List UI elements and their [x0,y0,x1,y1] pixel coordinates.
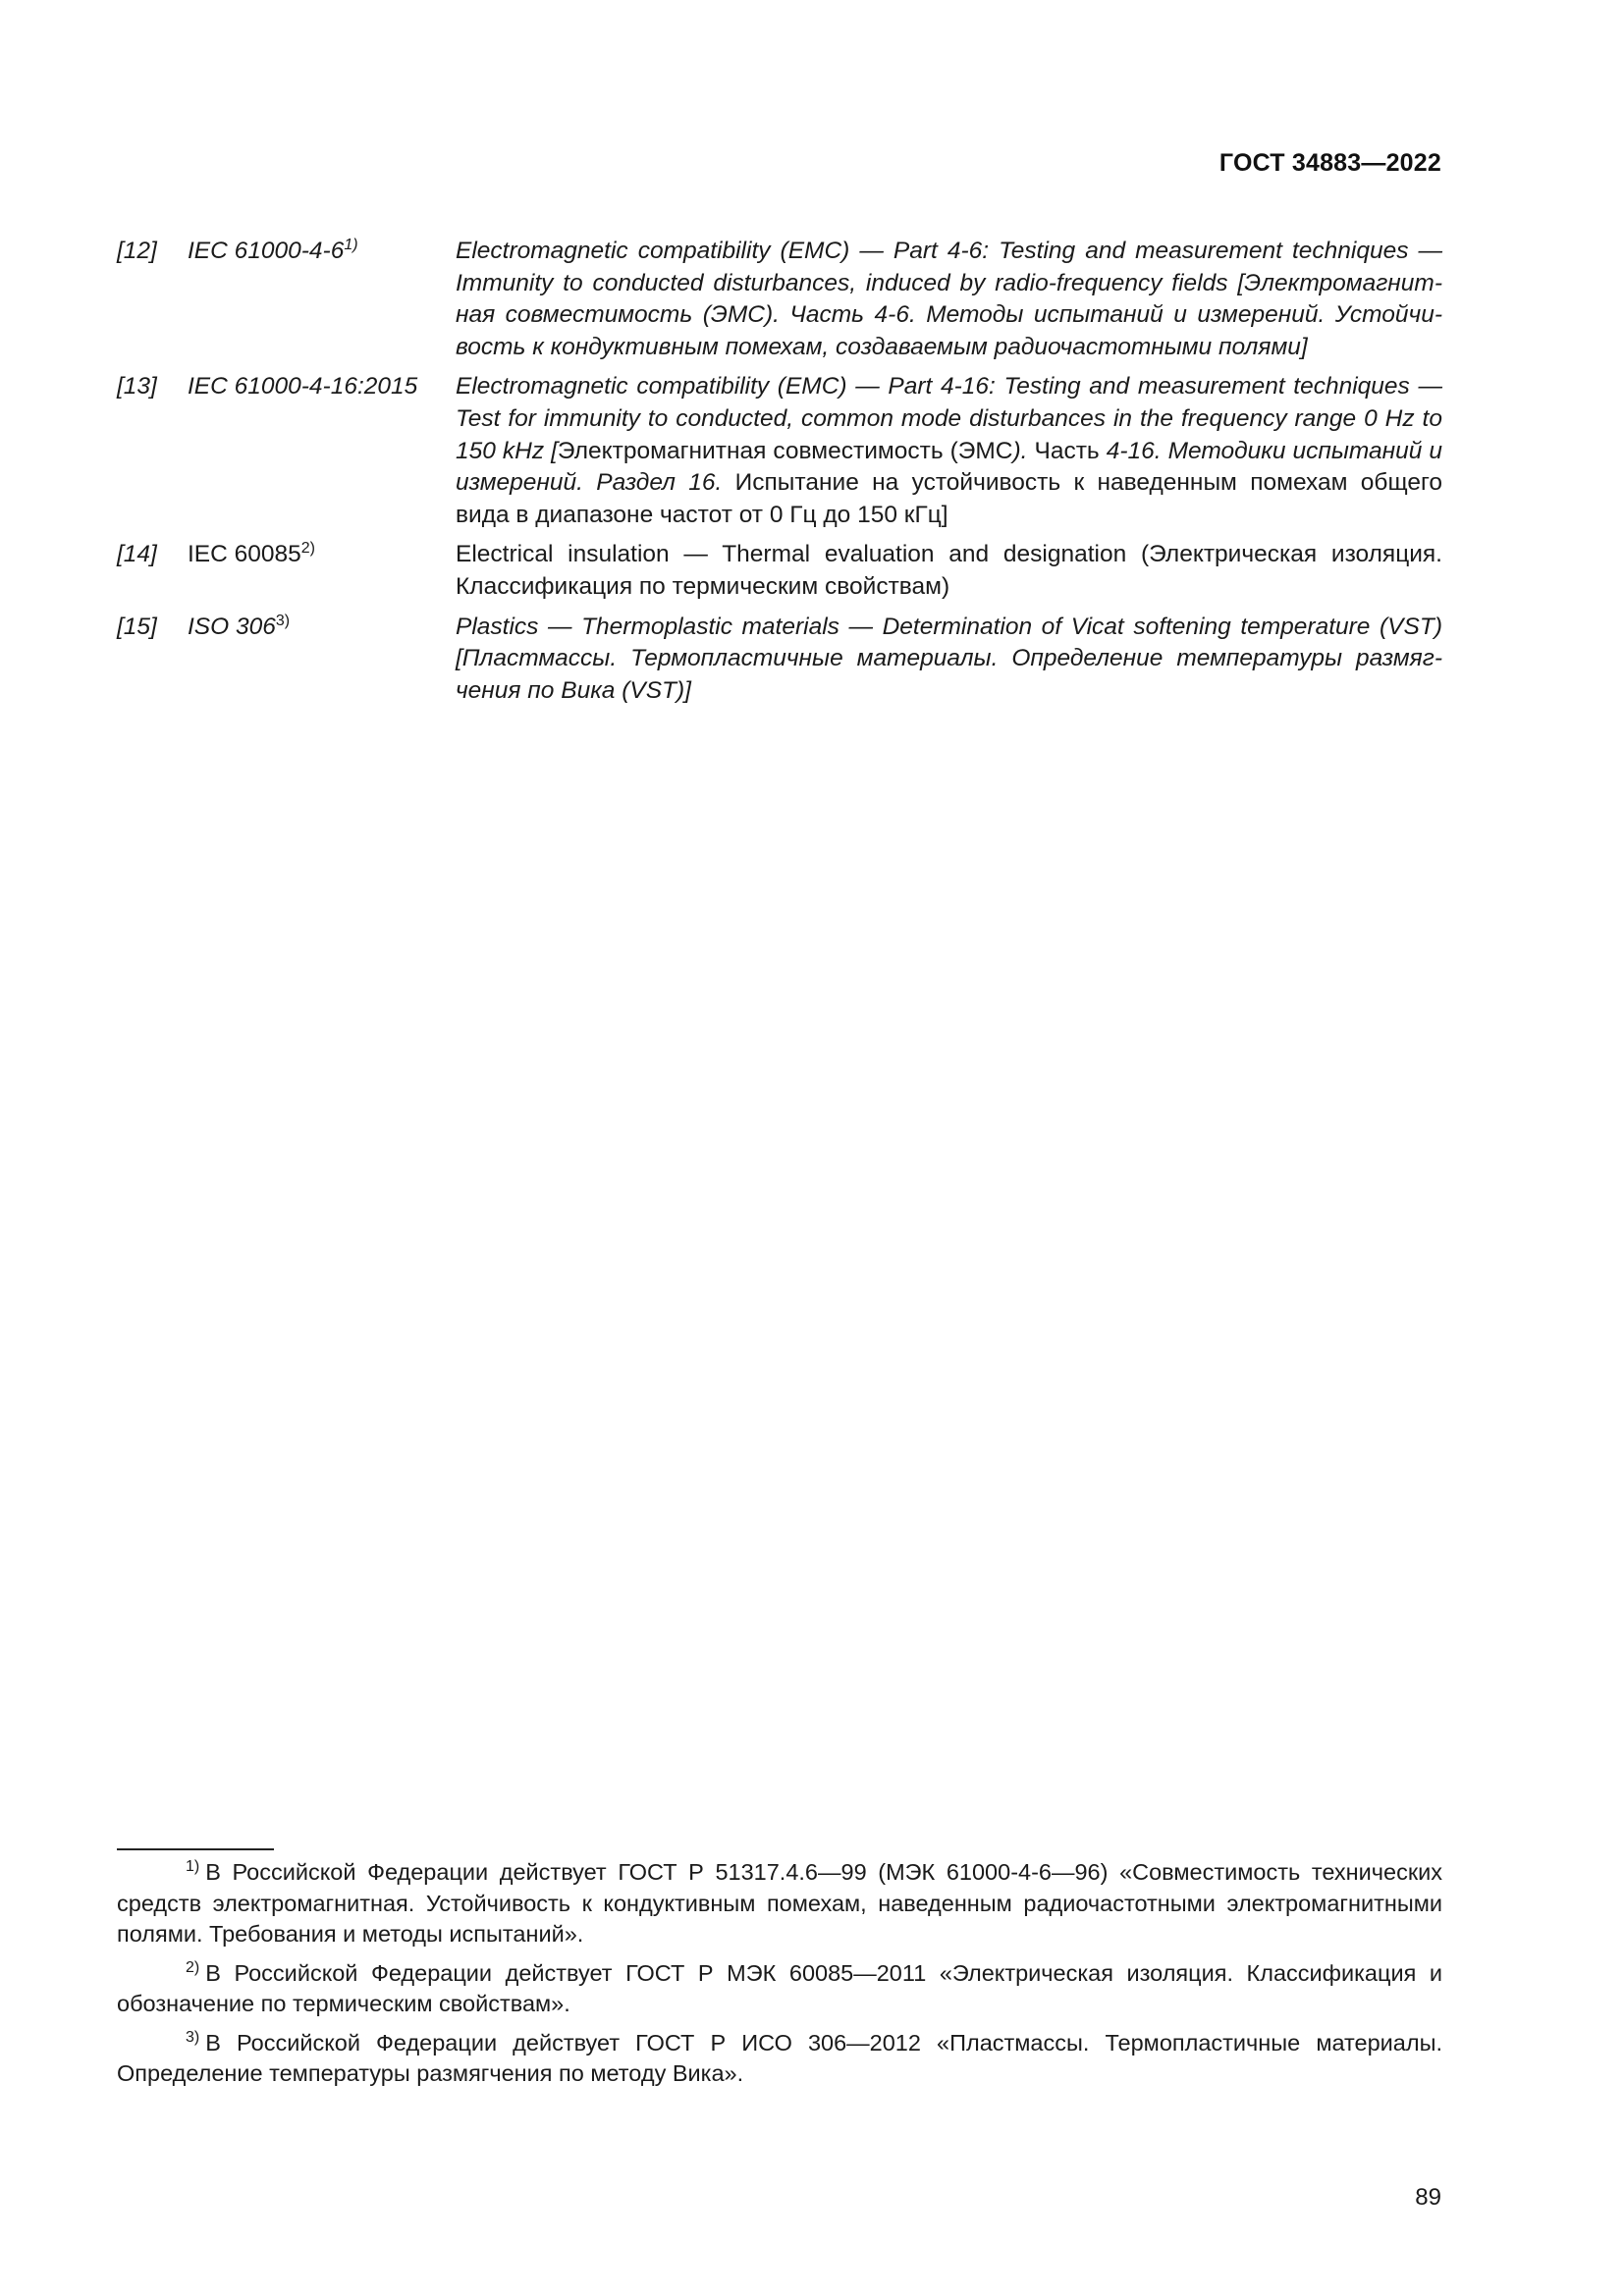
title-part: 4-16. Методики испытаний и измерений. Раздел 16. [456,437,1443,497]
code-text: IEC 60085 [188,541,301,568]
code-text: ISO 306 [188,613,276,640]
page-number: 89 [1415,2184,1441,2211]
title-part: Plastics — Thermoplastic materials — Determination of Vicat softening temperature (VST) [Пластмассы. Термопластичные материалы. Определение температуры размягчения по Вика (VST)] [456,613,1442,704]
footnote [117,1958,1442,2020]
title-part: Electromagnetic compatibility (EMC) — Part 4-6: Testing and measurement techniques — Immunity to conducted disturbances, induced by radio-frequency fields [Электромагнитная совместимость (ЭМС). Часть 4-6. Методы испытаний и измерений. Устойчивость к кондуктивным помехам, создаваемым радиочастотными полями] [456,238,1442,360]
footnote-divider [117,1848,274,1850]
bibliography-entry [117,236,1442,363]
footnote-ref[interactable]: 1) [344,236,358,253]
title-part: Electrical insulation — Thermal evaluation and designation (Электрическая изоляция. Классификация по термическим свойствам) [456,541,1442,600]
entry-title [456,236,1442,363]
footnote-ref[interactable]: 3) [275,612,291,629]
code-text: IEC 61000-4-16:2015 [188,373,418,400]
bibliography-entry [117,371,1442,531]
title-part: Электромагнитная совместимость (ЭМС [557,437,1013,464]
title-part: Испытание на устойчивость к наведенным помехам общего вида в диапазоне частот от 0 Гц до 150 кГц] [456,469,1442,528]
entry-title [456,539,1442,603]
bibliography-entry [117,612,1442,708]
footnote-text: В Российской Федерации действует ГОСТ Р 51317.4.6—99 (МЭК 61000-4-6—96) «Совместимость технических средств электромагнитная. Устойчивость к кондуктивным помехам, наведенным радиочастотными электромагнитными полями. Требования и методы испытаний». [117,1859,1442,1947]
title-part: Electromagnetic compatibility (EMC) — Part 4-16: Testing and measurement techniques — Test for immunity to conducted, common mode disturbances in the frequency range 0 Hz to 150 kHz [ [456,373,1442,464]
footnote-mark: 2) [186,1958,200,1976]
bibliography-list [117,236,1442,715]
entry-title [456,612,1442,708]
title-part: ). [1012,437,1028,464]
footnote-text: В Российской Федерации действует ГОСТ Р ИСО 306—2012 «Пластмассы. Термопластичные материалы. Определение температуры размягчения по методу Вика». [117,2029,1442,2086]
code-text: IEC 61000-4-6 [188,238,345,264]
entry-code [188,236,456,363]
entry-number: [15] [117,613,157,640]
document-header: ГОСТ 34883—2022 [1218,149,1441,177]
footnotes-section [117,1848,1442,2098]
entry-number: [12] [117,238,157,264]
footnote-mark: 1) [186,1858,200,1876]
bibliography-entry [117,539,1442,603]
entry-number: [14] [117,541,157,568]
footnote [117,1857,1442,1950]
entry-title [456,371,1442,531]
title-part: Часть [1027,437,1107,464]
entry-code [188,539,456,603]
entry-code [188,371,456,531]
entry-code [188,612,456,708]
footnote-mark: 3) [186,2028,200,2046]
footnote [117,2028,1442,2090]
footnote-text: В Российской Федерации действует ГОСТ Р МЭК 60085—2011 «Электрическая изоляция. Классификация и обозначение по термическим свойствам». [117,1959,1442,2016]
footnote-ref[interactable]: 2) [300,540,316,558]
entry-number: [13] [117,373,157,400]
